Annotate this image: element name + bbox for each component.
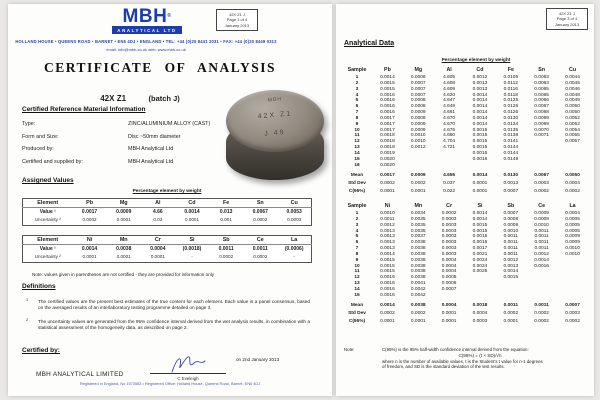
table-header-row: Element Pb Mg Al Cd Fe Sn Cu — [23, 199, 312, 208]
signature — [150, 353, 226, 374]
logo-subtitle: ANALYTICAL LTD — [112, 26, 182, 34]
table-row: 1 0.0010 0.0034 0.0002 0.0014 0.0007 0.0009 0.0004 — [355, 211, 580, 216]
ref-product: 42X Z1 J — [558, 11, 575, 16]
analytical-data-subtitle: Percentage element by weight — [441, 58, 511, 63]
table-row: 3 0.0015 0.0007 4.609 0.0013 0.0116 0.0065 0.0046 — [355, 86, 580, 92]
definitions-heading: Definitions — [22, 283, 56, 290]
assigned-values-heading: Assigned Values — [22, 177, 74, 184]
ref-date: January 2013 — [554, 21, 580, 27]
table-row: 7 0.0016 0.0009 4.661 0.0014 0.0126 0.0068 0.0050 — [355, 110, 580, 116]
ref-product: 42X Z1 J — [228, 12, 245, 17]
note-equation: C(95%) = (t × SD)/√n — [458, 352, 502, 358]
table-row: C(95%) 0.0001 0.0001 0.022 0.0001 0.0007 0.0002 0.0002 — [348, 189, 580, 195]
definition-item-2: 2 The uncertainty values are generated from the 95% confidence interval derived from the wet analysis results, in combination with a statistical assessment of the homogeneity data, as described on page 2. — [26, 318, 310, 331]
company-address-line: HOLLAND HOUSE • QUEENS ROAD • BARNET • EN5 4DJ • ENGLAND • TEL: +44 (0)20 8441 2031 • FAX: +44 (0)20 8449 0313 — [15, 39, 277, 44]
table-row: Value ¹ 0.0014 0.0038 0.0004 (0.0018) 0.0011 0.0011 (0.0006) — [39, 246, 304, 253]
table-row: 10 0.0017 0.0009 4.676 0.0015 0.0135 0.0070 0.0054 — [354, 127, 580, 133]
confidence-interval-note — [344, 347, 588, 370]
table-row: 10 0.0015 0.0038 0.0004 0.0024 0.0013 0.0016 — [354, 263, 549, 269]
table-row: 9 0.0017 0.0009 4.670 0.0014 0.0134 0.0069 0.0052 — [355, 121, 580, 127]
table-row: 13 0.0018 0.0012 4.721 0.0015 0.0144 — [354, 145, 519, 151]
table-header-row: Sample Ni Mn Cr Si Sb Ce La — [347, 203, 576, 209]
table-row: 6 0.0013 0.0038 0.0003 0.0016 0.0011 0.0011 0.0009 — [355, 240, 580, 246]
signature-stroke — [168, 353, 208, 375]
crm-row-form-size: Form and Size: Disc ~50mm diameter — [22, 133, 181, 140]
registered-trademark-icon: ® — [167, 13, 172, 19]
disc-photo — [218, 88, 332, 194]
table-row: 12 0.0016 0.0038 0.0005 0.0015 — [354, 275, 519, 281]
table-row: Uncertainty ² 0.0002 0.0001 0.03 0.0001 0.001 0.0002 0.0003 — [34, 217, 302, 223]
table-row: 5 0.0013 0.0037 0.0003 0.0015 0.0011 0.0011 0.0009 — [355, 234, 580, 240]
table-row: 6 0.0016 0.0008 4.649 0.0014 0.0126 0.0067 0.0050 — [355, 104, 580, 110]
certified-by-section — [22, 347, 322, 385]
table-row: 15 0.0020 0.0016 0.0149 — [354, 156, 519, 162]
crm-row-produced-by: Produced by: MBH Analytical Ltd — [22, 146, 174, 153]
disc-engraving-product: 42X Z1 — [257, 110, 293, 121]
table-row: Mean 0.0014 0.0038 0.0004 0.0018 0.0011 0.0011 0.0007 — [350, 302, 580, 308]
company-contact-line: email: info@mbh.co.uk web: www.mbh.co.uk — [106, 47, 186, 52]
signee-name: C Eveleigh — [177, 376, 199, 381]
analytical-data-table-2 — [342, 203, 588, 325]
table-row: Std Dev 0.0002 0.0002 0.0001 0.0004 0.0002 0.0002 0.0003 — [348, 311, 580, 316]
certification-date: on 2nd January 2013 — [236, 357, 280, 362]
table-row: 3 0.0012 0.0035 0.0003 0.0015 0.0009 0.0010 0.0005 — [355, 222, 580, 228]
assigned-values-table-2 — [22, 235, 312, 263]
table-row: 14 0.0019 0.0016 0.0144 — [354, 150, 519, 156]
table-row: 16 0.0020 — [354, 162, 395, 168]
crm-row-certified-by: Certified and supplied by: MBH Analytical Ltd — [22, 158, 174, 165]
table-row: Value ¹ 0.0017 0.0009 4.66 0.0014 0.013 0.0067 0.0053 — [39, 209, 302, 216]
table-row: 4 0.0013 0.0035 0.0003 0.0015 0.0010 0.0011 0.0005 — [355, 228, 580, 234]
table-row: 11 0.0015 0.0038 0.0004 0.0025 0.0014 — [354, 269, 519, 275]
table-row: 13 0.0016 0.0041 0.0006 — [354, 281, 457, 287]
table-header-row: Element Ni Mn Cr Si Sb Ce La — [23, 236, 312, 245]
table-row: 1 0.0014 0.0006 4.605 0.0012 0.0105 0.0063 0.0044 — [355, 75, 580, 80]
certifying-company: MBH ANALYTICAL LIMITED — [36, 371, 124, 378]
document-ref-box — [546, 8, 588, 30]
document-ref-box — [216, 9, 258, 31]
ref-page-number: Page 1 of 4 — [226, 17, 248, 23]
certificate-page-1 — [8, 4, 332, 396]
table-row: C(95%) 0.0001 0.0001 0.0001 0.0003 0.0001 0.0002 0.0002 — [348, 319, 580, 325]
logo-text: MBH — [122, 6, 168, 27]
assigned-values-table-1 — [22, 198, 312, 226]
table-row: 9 0.0015 0.0038 0.0004 0.0024 0.0012 0.0014 — [355, 257, 549, 263]
crm-info-section — [22, 106, 232, 165]
table-row: 2 0.0011 0.0035 0.0003 0.0014 0.0008 0.0009 0.0005 — [355, 216, 580, 222]
ref-page-number: Page 3 of 4 — [556, 16, 578, 22]
table-row: 7 0.0013 0.0038 0.0003 0.0017 0.0011 0.0011 0.0010 — [355, 246, 580, 252]
table-row: Mean 0.0017 0.0009 4.655 0.0014 0.0130 0.0067 0.0050 — [350, 172, 580, 178]
product-code: 42X Z1 — [100, 94, 127, 103]
batch-label: (batch J) — [148, 94, 180, 103]
note-line-3: of freedom, and SD is the standard deviation of the test results. — [382, 364, 505, 370]
mbh-logo — [112, 8, 182, 34]
certified-by-heading: Certified by: — [22, 347, 60, 354]
table-row: 12 0.0018 0.0010 4.704 0.0015 0.0141 0.0057 — [354, 139, 580, 145]
table-row: 5 0.0016 0.0008 4.647 0.0014 0.0125 0.0066 0.0049 — [355, 98, 580, 104]
page-title: CERTIFICATE OF ANALYSIS — [43, 60, 277, 75]
ref-date: January 2013 — [224, 22, 250, 28]
registration-footer: Registered in England, No 1573583 • Registered Office: Holland House, Queens Road, Barnet, EN5 4DJ — [79, 381, 261, 386]
crm-section-heading: Certified Reference Material Information — [22, 106, 146, 113]
table-row: 8 0.0014 0.0038 0.0003 0.0021 0.0011 0.0012 0.0010 — [355, 251, 580, 257]
table-header-row: Sample Pb Mg Al Cd Fe Sn Cu — [347, 67, 577, 73]
table-row: 8 0.0017 0.0009 4.670 0.0014 0.0130 0.0069 0.0052 — [355, 115, 580, 121]
table-row: 4 0.0016 0.0007 4.620 0.0014 0.0118 0.0065 0.0048 — [355, 92, 580, 98]
table-row: 14 0.0016 0.0042 0.0007 — [354, 286, 457, 292]
note-label: Note: — [344, 347, 355, 352]
analytical-data-table-1 — [342, 67, 588, 195]
certificate-page-3 — [336, 4, 594, 396]
definition-item-1: 1 The certified values are the present best estimates of the true content for each element. Each value is a panel consensus, based on the averaged results of an interlaboratory testing programme detailed on page 3. — [26, 298, 310, 310]
table-row: Uncertainty ² 0.0001 0.0001 0.0001 - 0.0002 0.0002 - — [34, 254, 295, 260]
note-line-2: where n is the number of available values, t is the Student's t value for n-1 degrees — [382, 358, 543, 364]
disc-engraving-batch: J 49 — [264, 129, 286, 138]
disc-top-surface — [226, 90, 324, 152]
disc-engraving-brand: MBH — [267, 96, 283, 104]
analytical-data-heading: Analytical Data — [344, 40, 395, 47]
table-row: Std Dev 0.0002 0.0002 0.037 0.0001 0.0013 0.0003 0.0004 — [348, 180, 580, 186]
assigned-values-note: Note: values given in parentheses are not certified - they are provided for information only — [32, 272, 215, 277]
assigned-values-subtitle: Percentage element by weight — [132, 189, 202, 194]
table-row: 2 0.0015 0.0007 4.608 0.0013 0.0112 0.0063 0.0045 — [355, 80, 580, 86]
note-line-1: C(95%) is the 95% half-width confidence interval derived from the equation: — [382, 347, 529, 352]
definitions-section — [22, 283, 320, 331]
table-row: 11 0.0018 0.0010 4.680 0.0015 0.0138 0.0071 0.0055 — [354, 133, 580, 139]
table-row: 15 0.0016 0.0042 — [354, 292, 426, 298]
crm-row-type: Type: ZINC/ALUMINIUM ALLOY (CAST) — [22, 121, 211, 127]
